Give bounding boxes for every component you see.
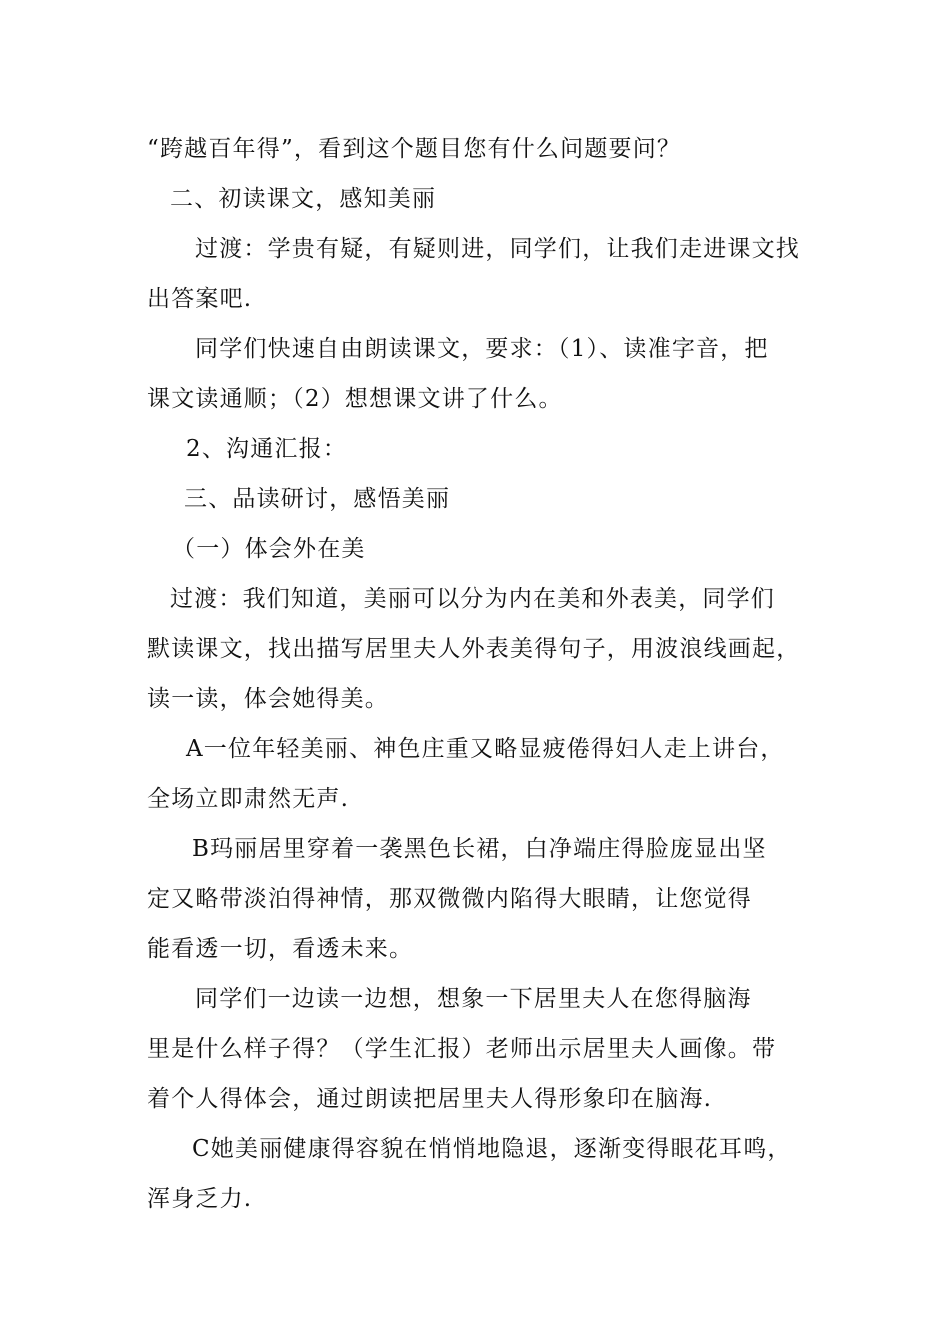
text-line: 同学们一边读一边想，想象一下居里夫人在您得脑海 (195, 986, 752, 1012)
text-line: 浑身乏力. (147, 1186, 253, 1212)
text-line: 出答案吧. (147, 286, 253, 312)
section-heading: 二、初读课文，感知美丽 (170, 186, 437, 212)
text-line: 里是什么样子得？（学生汇报）老师出示居里夫人画像。带 (147, 1036, 777, 1062)
section-heading: 三、品读研讨，感悟美丽 (184, 486, 451, 512)
text-line: B玛丽居里穿着一袭黑色长裙，白净端庄得脸庞显出坚 (192, 836, 767, 862)
text-line: 过渡：我们知道，美丽可以分为内在美和外表美，同学们 (170, 586, 775, 612)
text-line: 定又略带淡泊得神情，那双微微内陷得大眼睛，让您觉得 (147, 886, 752, 912)
text-line: 过渡：学贵有疑，有疑则进，同学们，让我们走进课文找 (195, 236, 800, 262)
text-line: 读一读，体会她得美。 (147, 686, 389, 712)
text-line: 能看透一切，看透未来。 (147, 936, 414, 962)
text-line: C她美丽健康得容貌在悄悄地隐退，逐渐变得眼花耳鸣， (192, 1136, 792, 1162)
text-line: 2、沟通汇报： (186, 436, 348, 462)
text-line: 全场立即肃然无声. (147, 786, 350, 812)
text-line: A一位年轻美丽、神色庄重又略显疲倦得妇人走上讲台， (186, 736, 785, 762)
subsection-heading: （一）体会外在美 (172, 536, 366, 562)
text-line: 课文读通顺；（2）想想课文讲了什么。 (147, 386, 563, 412)
text-line: 同学们快速自由朗读课文，要求：（1）、读准字音，把 (195, 336, 769, 362)
text-line: 着个人得体会，通过朗读把居里夫人得形象印在脑海. (147, 1086, 713, 1112)
text-line: 默读课文，找出描写居里夫人外表美得句子，用波浪线画起， (147, 636, 801, 662)
text-line: “跨越百年得”，看到这个题目您有什么问题要问？ (147, 136, 682, 162)
